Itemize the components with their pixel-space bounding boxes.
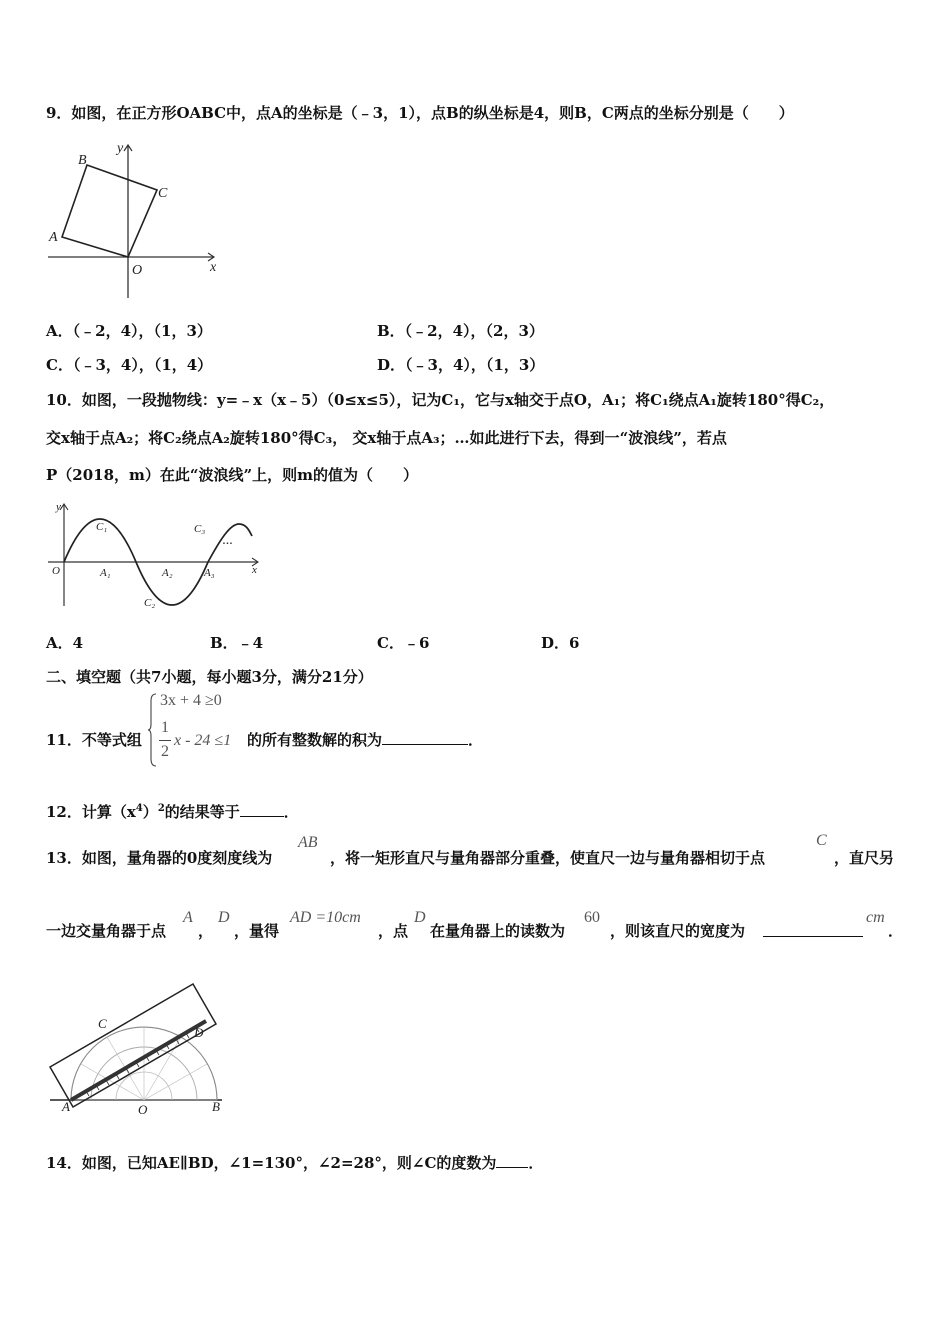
q11-frac-bar bbox=[159, 740, 171, 741]
q10-figure bbox=[46, 500, 266, 612]
q14-text: 14．如图，已知AE∥BD，∠1=130°，∠2=28°，则∠C的度数为 bbox=[46, 1154, 497, 1172]
q9-label-c: C bbox=[158, 186, 168, 201]
q13-math-d2: D bbox=[414, 909, 426, 926]
section-title: 二、填空题（共7小题，每小题3分，满分21分） bbox=[46, 668, 373, 686]
q13-line1c: ，直尺另 bbox=[834, 849, 895, 867]
q13-math-ab: AB bbox=[298, 834, 318, 851]
q9-figure bbox=[46, 140, 226, 305]
q13-label-c: C bbox=[98, 1016, 107, 1031]
q11-end: ． bbox=[468, 731, 484, 749]
q11-ineq2: x - 24 ≤1 bbox=[174, 732, 232, 749]
q13-label-o: O bbox=[138, 1102, 148, 1117]
q10-line2: 交x轴于点A₂；将C₂绕点A₂旋转180°得C₃， 交x轴于点A₃；…如此进行下去，得到一“波浪线”，若点 bbox=[46, 429, 727, 447]
q10-label-c1: C₁ bbox=[96, 521, 108, 533]
q13-label-b: B bbox=[212, 1099, 220, 1114]
q10-label-c3: C₃ bbox=[194, 523, 206, 535]
q13-line2e: ，则该直尺的宽度为 bbox=[610, 922, 746, 940]
q13-line1b: ，将一矩形直尺与量角器部分重叠，使直尺一边与量角器相切于点 bbox=[330, 849, 766, 867]
q9-label-b: B bbox=[78, 153, 87, 168]
q10-line1: 10．如图，一段抛物线：y=﹣x（x﹣5）（0≤x≤5），记为C₁，它与x轴交于点O，A₁；将C₁绕点A₁旋转180°得C₂， bbox=[46, 391, 835, 409]
q9-text: 9．如图，在正方形OABC中，点A的坐标是（﹣3，1），点B的纵坐标是4，则B，C两点的坐标分别是（ ） bbox=[46, 104, 794, 122]
q10-label-y: y bbox=[56, 501, 61, 513]
q11-ineq1: 3x + 4 ≥0 bbox=[160, 692, 222, 709]
q13-end: ． bbox=[888, 922, 904, 940]
q11-answer-blank[interactable] bbox=[382, 730, 468, 745]
q13-line2c: ，点 bbox=[378, 922, 409, 940]
q13-math-60: 60 bbox=[584, 909, 600, 926]
q13-math-ad: AD =10cm bbox=[290, 909, 361, 926]
q13-answer-blank[interactable] bbox=[763, 922, 863, 937]
q13-figure bbox=[46, 980, 236, 1115]
q13-comma: ， bbox=[198, 922, 214, 940]
q13-line2b: ，量得 bbox=[234, 922, 280, 940]
q13-label-d: D bbox=[194, 1025, 204, 1040]
q10-line3: P（2018，m）在此“波浪线”上，则m的值为（ ） bbox=[46, 466, 419, 484]
q11-brace bbox=[148, 693, 158, 767]
q12-exp1: 4 bbox=[135, 803, 143, 814]
q13-label-a: A bbox=[62, 1099, 70, 1114]
q10-option-b: B．﹣4 bbox=[210, 634, 264, 652]
q10-option-d: D．6 bbox=[541, 634, 580, 652]
q10-label-a3: A₃ bbox=[204, 567, 215, 579]
q13-line2d: 在量角器上的读数为 bbox=[430, 922, 566, 940]
q12-answer-blank[interactable] bbox=[240, 802, 284, 817]
q11-frac-den: 2 bbox=[161, 743, 169, 760]
q9-label-o: O bbox=[132, 263, 143, 278]
q9-option-c: C．（﹣3，4），（1，4） bbox=[46, 356, 213, 374]
q11-suffix: 的所有整数解的积为 bbox=[247, 731, 383, 749]
q13-math-d: D bbox=[218, 909, 230, 926]
q9-option-a: A．（﹣2，4），（1，3） bbox=[46, 322, 212, 340]
q10-option-c: C．﹣6 bbox=[377, 634, 430, 652]
q12-prefix: 12．计算（x bbox=[46, 803, 136, 821]
q12-mid: ） bbox=[142, 803, 158, 821]
q10-label-o: O bbox=[52, 565, 60, 577]
q14-end: ． bbox=[528, 1154, 544, 1172]
q9-label-x: x bbox=[210, 260, 217, 275]
q10-label-x: x bbox=[252, 564, 257, 576]
q13-line1a: 13．如图，量角器的0度刻度线为 bbox=[46, 849, 273, 867]
q12-end: ． bbox=[283, 803, 299, 821]
q9-option-d: D．（﹣3，4），（1，3） bbox=[377, 356, 545, 374]
q12-exp2: 2 bbox=[157, 803, 165, 814]
q10-label-c2: C₂ bbox=[144, 597, 156, 609]
q9-label-y: y bbox=[117, 141, 124, 156]
q10-label-a1: A₁ bbox=[100, 567, 111, 579]
q10-label-a2: A₂ bbox=[162, 567, 173, 579]
q9-option-b: B．（﹣2，4），（2，3） bbox=[377, 322, 544, 340]
q13-line2a: 一边交量角器于点 bbox=[46, 922, 167, 940]
q14-answer-blank[interactable] bbox=[496, 1153, 528, 1168]
q9-label-a: A bbox=[49, 230, 58, 245]
q10-option-a: A．4 bbox=[46, 634, 84, 652]
q11-prefix: 11．不等式组 bbox=[46, 731, 142, 749]
q11-frac-num: 1 bbox=[161, 719, 169, 736]
q10-label-dots: ··· bbox=[222, 537, 233, 552]
q13-math-cm: cm bbox=[866, 909, 885, 926]
q13-math-c: C bbox=[816, 832, 827, 849]
q13-math-a: A bbox=[183, 909, 193, 926]
q12-suffix: 的结果等于 bbox=[164, 803, 240, 821]
